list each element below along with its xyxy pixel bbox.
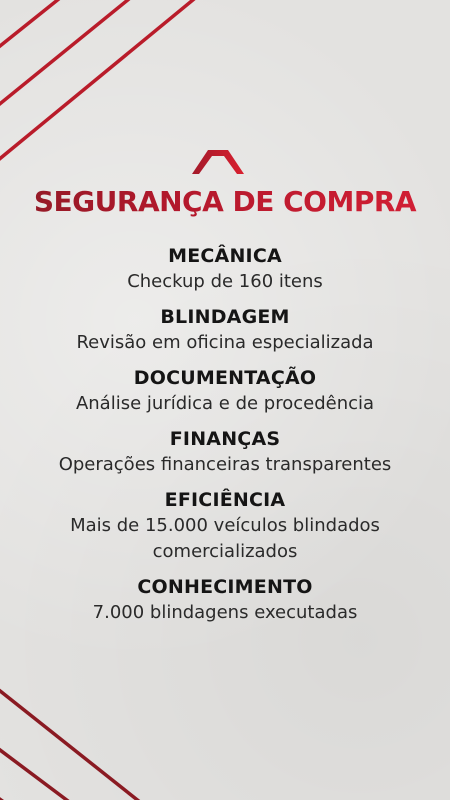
chevron-logo-icon [190, 146, 246, 176]
list-item-blindagem [0, 304, 450, 356]
list-item-eficiencia [0, 487, 450, 565]
item-description: Checkup de 160 itens [127, 271, 323, 292]
bottom-stripe-3 [0, 785, 15, 800]
list-item-documentacao [0, 365, 450, 417]
benefits-list [0, 243, 450, 635]
item-title: MECÂNICA [168, 245, 282, 267]
item-title: DOCUMENTAÇÃO [133, 367, 317, 389]
list-item-financas [0, 426, 450, 478]
top-stripe-3 [0, 0, 205, 175]
item-title: EFICIÊNCIA [164, 489, 286, 511]
item-description: Revisão em oficina especializada [76, 332, 374, 353]
item-title: FINANÇAS [169, 428, 281, 450]
item-description: Operações financeiras transparentes [58, 454, 392, 475]
item-description: Análise jurídica e de procedência [75, 393, 375, 414]
item-title: CONHECIMENTO [137, 576, 313, 598]
list-item-mecanica [0, 243, 450, 295]
top-stripe-1 [0, 0, 70, 62]
list-item-conhecimento [0, 574, 450, 626]
page-title: SEGURANÇA DE COMPRA [0, 185, 450, 218]
item-description: 7.000 blindagens executadas [92, 602, 358, 623]
bottom-stripe-1 [0, 675, 150, 800]
item-description: Mais de 15.000 veículos blindados comercializados [70, 515, 380, 562]
item-title: BLINDAGEM [160, 306, 290, 328]
